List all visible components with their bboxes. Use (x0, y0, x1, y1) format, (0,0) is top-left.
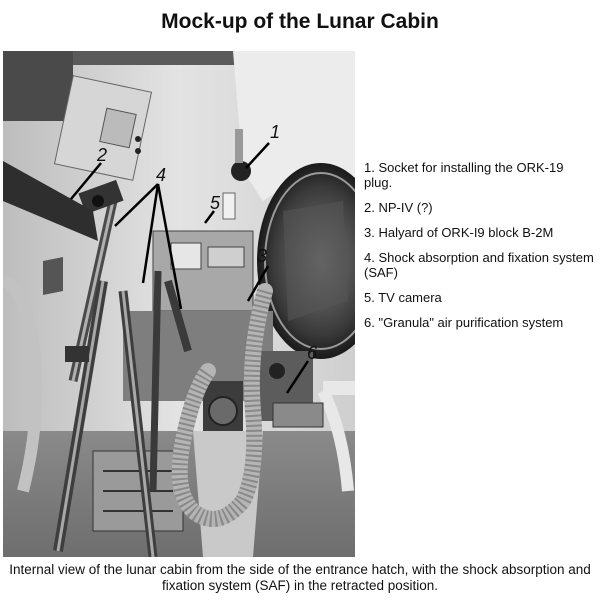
legend-item-halyard: 3. Halyard of ORK-I9 block B-2M (364, 225, 554, 240)
cabin-photo-drawing (3, 51, 355, 557)
legend-item-saf: 4. Shock absorption and fixation system (SAF) (364, 250, 594, 280)
legend-item-granula: 6. "Granula" air purification system (364, 315, 564, 330)
callout-1: 1 (270, 122, 281, 142)
cabin-photo (3, 51, 355, 557)
page-title: Mock-up of the Lunar Cabin (161, 10, 439, 33)
callout-6: 6 (307, 343, 318, 363)
callout-3: 3 (257, 246, 268, 266)
photo-caption: Internal view of the lunar cabin from the side of the entrance hatch, with the shock absorption and fixation system (SAF) in the retracted position. (9, 562, 591, 593)
legend-item-tv-camera: 5. TV camera (364, 290, 442, 305)
legend-item-np-iv: 2. NP-IV (?) (364, 200, 433, 215)
callout-2: 2 (97, 145, 108, 165)
callout-4: 4 (156, 165, 167, 185)
legend-list (364, 160, 594, 338)
legend-item-socket: 1. Socket for installing the ORK-19 plug. (364, 160, 564, 190)
callout-5: 5 (210, 193, 221, 213)
